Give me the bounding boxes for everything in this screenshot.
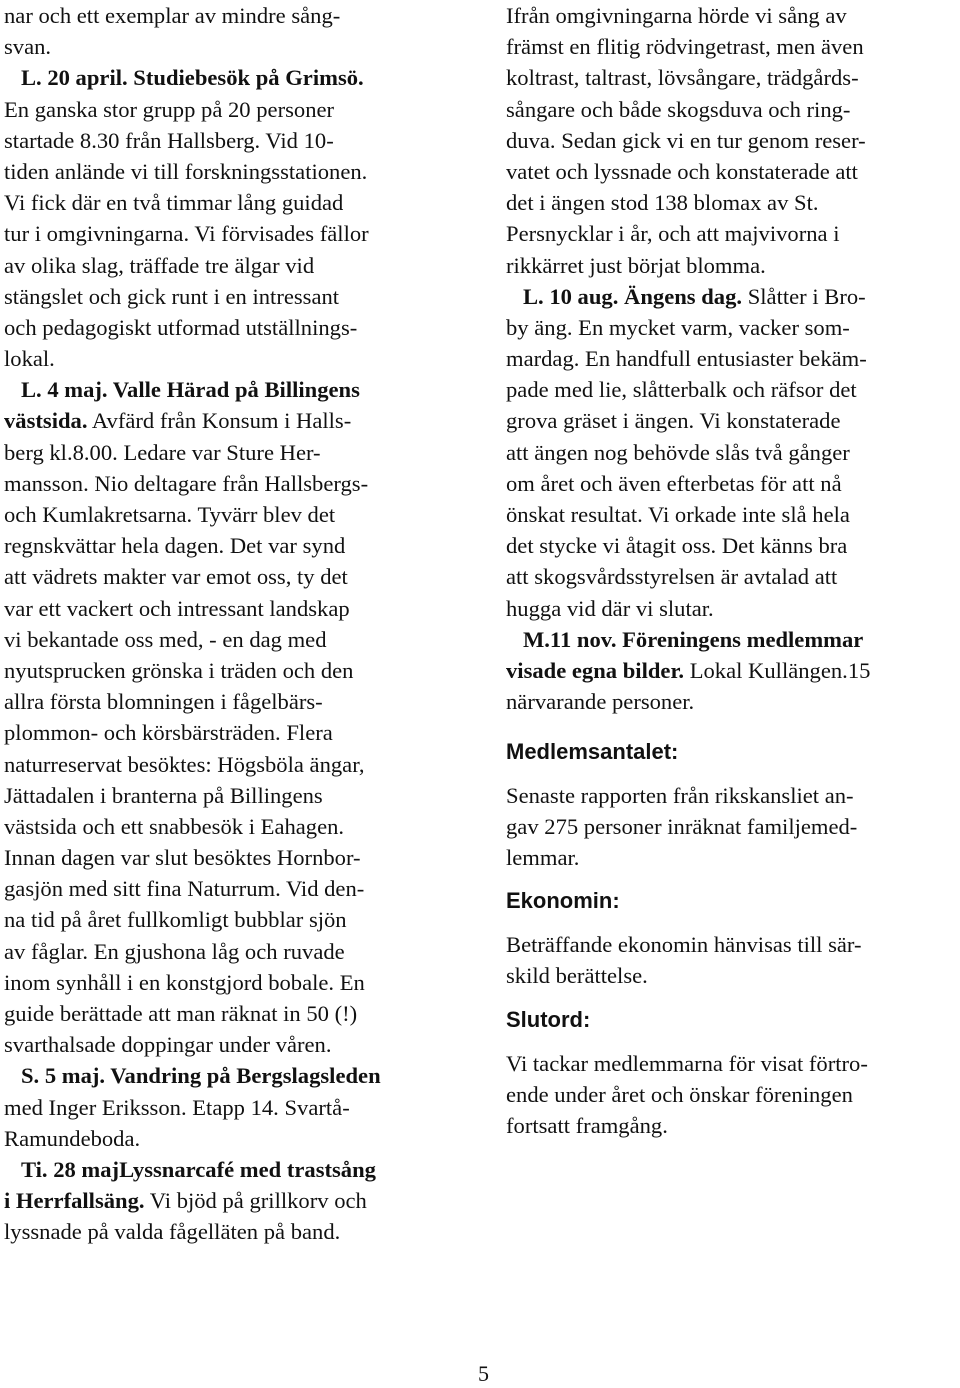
text-line: nar och ett exemplar av mindre sång- (4, 3, 341, 28)
text-line: L. 10 aug. Ängens dag. Slåtter i Bro- (522, 283, 866, 309)
text-line: tur i omgivningarna. Vi förvisades fällor (4, 221, 369, 247)
section-text (506, 929, 862, 991)
text-line: Ifrån omgivningarna hörde vi sång av (506, 3, 847, 28)
text-line: ende under året och önskar föreningen (506, 1082, 853, 1108)
text-line: L. 20 april. Studiebesök på Grimsö. (20, 65, 364, 91)
text-line: närvarande personer. (506, 689, 695, 715)
text-line: L. 4 maj. Valle Härad på Billingens (20, 377, 360, 403)
section-ekonomin (506, 887, 862, 991)
text-line: M.11 nov. Föreningens medlemmar (522, 626, 864, 652)
text-line: gasjön med sitt fina Naturrum. Vid den- (4, 876, 365, 902)
text-line: och pedagogiskt utformad utställnings- (4, 314, 358, 340)
text-line: koltrast, taltrast, lövsångare, trädgårds- (506, 65, 859, 91)
text-line: och Kumlakretsarna. Tyvärr blev det (4, 502, 336, 527)
text-line: plommon- och körsbärsträden. Flera (4, 720, 333, 746)
text-line: lyssnade på valda fågelläten på band. (4, 1219, 341, 1245)
text-line: by äng. En mycket varm, vacker som- (506, 314, 850, 340)
left-column-text (4, 0, 456, 1248)
text-line: startade 8.30 från Hallsberg. Vid 10- (4, 127, 334, 153)
text-line: berg kl.8.00. Ledare var Sture Her- (4, 439, 321, 465)
text-line: nyutsprucken grönska i träden och den (4, 657, 354, 683)
text-line: inom synhåll i en konstgjord bobale. En (4, 969, 365, 995)
text-line: visade egna bilder. Lokal Kullängen.15 (506, 657, 871, 683)
text-line: En ganska stor grupp på 20 personer (4, 96, 335, 122)
right-column-intro-text (506, 0, 958, 717)
text-line: lokal. (4, 346, 55, 372)
text-line: allra första blomningen i fågelbärs- (4, 689, 323, 715)
text-line: vatet och lyssnade och konstaterade att (506, 158, 858, 184)
text-line: med Inger Eriksson. Etapp 14. Svartå- (4, 1094, 350, 1120)
text-line: grova gräset i ängen. Vi konstaterade (506, 408, 841, 434)
section-heading: Medlemsantalet: (506, 739, 679, 764)
text-line: guide berättade att man räknat in 50 (!) (4, 1001, 358, 1026)
text-line: S. 5 maj. Vandring på Bergslagsleden (20, 1063, 381, 1089)
text-line: gav 275 personer inräknat familjemed- (506, 814, 858, 840)
text-line: lemmar. (506, 845, 580, 871)
text-line: pade med lie, slåtterbalk och räfsor det (506, 377, 857, 403)
text-line: mansson. Nio deltagare från Hallsbergs- (4, 470, 369, 496)
text-line: hugga vid där vi slutar. (506, 595, 714, 621)
text-line: var ett vackert och intressant landskap (4, 595, 350, 621)
text-line: Ramundeboda. (4, 1125, 141, 1151)
text-line: duva. Sedan gick vi en tur genom reser- (506, 127, 866, 153)
text-line: mardag. En handfull entusiaster bekäm- (506, 346, 867, 372)
text-line: svan. (4, 34, 52, 60)
text-line: stängslet och gick runt i en intressant (4, 283, 340, 309)
text-line: tiden anlände vi till forskningsstationen. (4, 158, 368, 184)
text-line: regnskvättar hela dagen. Det var synd (4, 533, 346, 559)
text-line: svarthalsade doppingar under våren. (4, 1032, 332, 1058)
text-line: Innan dagen var slut besöktes Hornbor- (4, 845, 361, 871)
text-line: vi bekantade oss med, - en dag med (4, 626, 327, 652)
text-line: Vi fick där en två timmar lång guidad (4, 190, 344, 216)
section-text (506, 1048, 868, 1142)
text-line: Beträffande ekonomin hänvisas till sär- (506, 932, 862, 957)
text-line: önskat resultat. Vi orkade inte slå hela (506, 502, 850, 527)
text-line: av fåglar. En gjushona låg och ruvade (4, 938, 345, 964)
text-line: Ti. 28 majLyssnarcafé med trastsång (20, 1156, 376, 1182)
section-medlemsantalet (506, 738, 857, 874)
text-line: skild berättelse. (506, 963, 648, 989)
page-number: 5 (478, 1361, 489, 1386)
section-slutord (506, 1006, 868, 1142)
text-line: naturreservat besöktes: Högsböla ängar, (4, 751, 365, 777)
text-line: västsida och ett snabbesök i Eahagen. (4, 813, 345, 839)
text-line: Jättadalen i branterna på Billingens (4, 782, 323, 808)
text-line: att ängen nog behövde slås två gånger (506, 439, 850, 465)
text-line: västsida. Avfärd från Konsum i Halls- (4, 408, 352, 434)
text-line: främst en flitig rödvingetrast, men även (506, 34, 864, 60)
right-column (506, 0, 958, 1139)
section-heading: Slutord: (506, 1007, 591, 1032)
text-line: fortsatt framgång. (506, 1113, 668, 1139)
text-line: att skogsvårdsstyrelsen är avtalad att (506, 564, 838, 590)
section-text (506, 780, 857, 874)
text-line: om året och även efterbetas för att nå (506, 470, 842, 496)
text-line: Persnycklar i år, och att majvivorna i (506, 221, 840, 247)
text-line: att vädrets makter var emot oss, ty det (4, 564, 348, 590)
text-line: Vi tackar medlemmarna för visat förtro- (506, 1051, 868, 1076)
text-line: i Herrfallsäng. Vi bjöd på grillkorv och (4, 1188, 367, 1214)
text-line: rikkärret just börjat blomma. (506, 252, 766, 278)
text-line: av olika slag, träffade tre älgar vid (4, 252, 315, 278)
left-column (4, 0, 456, 1248)
section-heading: Ekonomin: (506, 888, 620, 913)
text-line: na tid på året fullkomligt bubblar sjön (4, 907, 347, 933)
text-line: det i ängen stod 138 blomax av St. (506, 190, 819, 216)
text-line: det stycke vi åtagit oss. Det känns bra (506, 533, 848, 559)
text-line: sångare och både skogsduva och ring- (506, 96, 851, 122)
text-line: Senaste rapporten från rikskansliet an- (506, 783, 854, 808)
